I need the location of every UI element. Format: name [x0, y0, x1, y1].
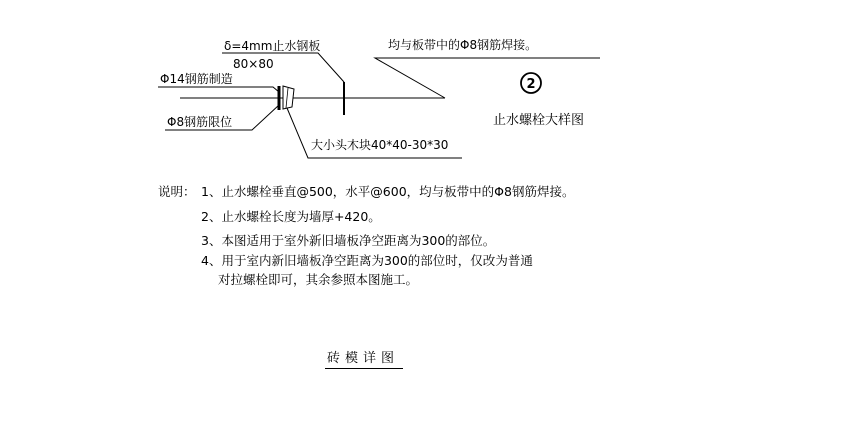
rebar-label: Φ14钢筋制造	[160, 72, 233, 86]
rebar-leader-line	[158, 87, 279, 92]
detail-number-text: 2	[526, 77, 536, 92]
note-item-4: 4、用于室内新旧墙板净空距离为300的部位时，仅改为普通	[201, 253, 533, 268]
plate-label: δ=4mm止水钢板	[224, 39, 321, 53]
footer-title: 砖模详图	[327, 351, 400, 366]
note-item-2: 2、止水螺栓长度为墙厚+420。	[201, 209, 381, 224]
limit-label: Φ8钢筋限位	[167, 115, 233, 129]
note-item-3: 3、本图适用于室外新旧墙板净空距离为300的部位。	[201, 233, 496, 248]
weld-leader-line	[375, 58, 600, 98]
detail-title: 止水螺栓大样图	[493, 113, 585, 128]
plate-size-label: 80×80	[233, 57, 274, 71]
block-label: 大小头木块40*40-30*30	[311, 138, 449, 152]
footer-title-underline	[325, 368, 403, 369]
notes-prefix: 说明：	[158, 184, 196, 199]
wood-block-shape	[283, 86, 294, 109]
weld-label: 均与板带中的Φ8钢筋焊接。	[388, 38, 538, 52]
note-item-1: 1、止水螺栓垂直@500，水平@600，均与板带中的Φ8钢筋焊接。	[201, 184, 575, 199]
note-item-4-continued: 对拉螺栓即可，其余参照本图施工。	[218, 272, 419, 287]
